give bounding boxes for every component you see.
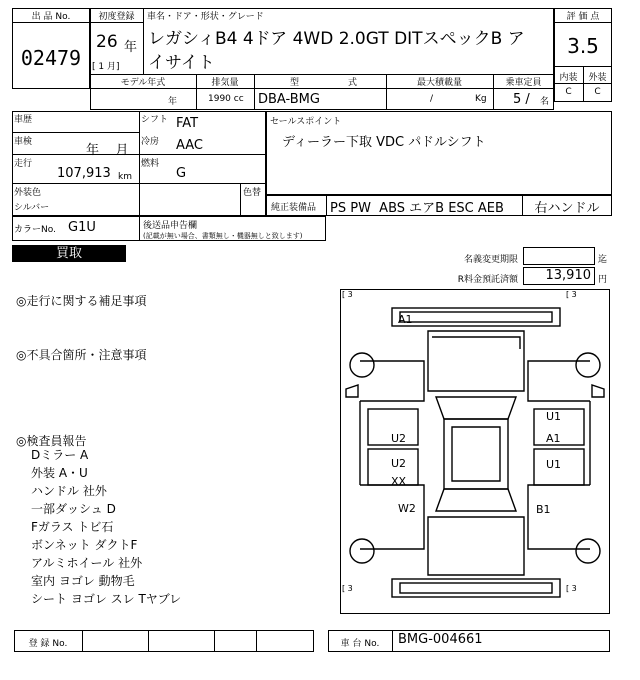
color-change-label: 色替 — [243, 188, 262, 198]
color-no-value: G1U — [68, 220, 96, 235]
exterior-grade: C — [594, 87, 601, 97]
score-label: 評 価 点 — [566, 12, 600, 22]
interior-label: 内装 — [559, 73, 578, 83]
mileage-label: 走行 — [14, 159, 33, 169]
shift-value: FAT — [176, 116, 199, 131]
inspector-line: ボンネット ダクトF — [31, 538, 138, 552]
max-load-value: / — [430, 94, 434, 104]
inspection-label: 車検 — [14, 137, 33, 147]
exterior-color-label: 外装色 — [14, 188, 42, 198]
damage-mark: XX — [391, 475, 407, 488]
sales-point-label: セールスポイント — [270, 117, 342, 127]
inspector-line: 一部ダッシュ D — [31, 502, 116, 516]
car-title-line1: レガシィB4 4ドア 4WD 2.0GT DITスペックB ア — [148, 29, 525, 49]
first-reg-label: 初度登録 — [98, 12, 135, 22]
inspector-line: ハンドル 社外 — [31, 484, 107, 498]
damage-mark: U1 — [546, 458, 562, 471]
first-reg-year-unit: 年 — [124, 40, 138, 55]
damage-mark: U2 — [391, 457, 407, 470]
diagram-corner-tl: [ 3 — [342, 290, 353, 299]
name-change-unit: 迄 — [598, 255, 608, 265]
sales-point-value: ディーラー下取 VDC パドルシフト — [282, 135, 486, 150]
exterior-label: 外装 — [588, 73, 607, 83]
ac-value: AAC — [176, 138, 203, 153]
fuel-value: G — [176, 166, 187, 181]
name-change-box — [523, 247, 595, 265]
diagram-corner-tr: [ 3 — [566, 290, 577, 299]
equipment-value: PS PW ABS エアB ESC AEB — [330, 201, 504, 216]
damage-mark: A1 — [546, 432, 561, 445]
interior-grade: C — [565, 87, 572, 97]
capacity-value: 5 / — [513, 92, 530, 107]
damage-mark: W2 — [398, 502, 416, 515]
car-title-label: 車名・ドア・形状・グレード — [147, 12, 264, 22]
capacity-label: 乗車定員 — [505, 78, 542, 88]
color-no-label: カラーNo. — [14, 225, 56, 235]
name-change-label: 名義変更期限 — [463, 255, 518, 265]
type-label: 型 — [290, 78, 300, 88]
fuel-label: 燃料 — [141, 159, 160, 169]
purchase-badge: 買取 — [12, 245, 126, 262]
model-year-unit: 年 — [168, 97, 178, 107]
displacement-label: 排気量 — [211, 78, 239, 88]
car-title-line2: イサイト — [148, 53, 215, 73]
recycle-unit: 円 — [598, 275, 608, 285]
type-label-2: 式 — [348, 78, 358, 88]
lot-number: 02479 — [20, 46, 82, 70]
damage-mark: U2 — [391, 432, 407, 445]
docs-label: 後送品申告欄 — [143, 221, 198, 231]
inspector-line: 外装 A・U — [31, 466, 88, 480]
chassis-number: BMG-004661 — [398, 632, 483, 647]
equipment-label: 純正装備品 — [271, 203, 317, 213]
model-year-label: モデル年式 — [120, 78, 166, 88]
model-type: DBA-BMG — [258, 92, 320, 107]
docs-note: (記載が無い場合、書類無し・機器無しと致します) — [143, 232, 303, 240]
score-value: 3.5 — [567, 34, 599, 58]
inspector-line: Dミラー A — [31, 448, 89, 462]
displacement-value: 1990 cc — [208, 94, 244, 104]
first-reg-year: 26 — [96, 32, 118, 52]
inspector-line: シート ヨゴレ スレ Tヤブレ — [31, 592, 182, 606]
diagram-corner-br: [ 3 — [566, 584, 577, 593]
registration-label: 登 録 No. — [28, 639, 68, 649]
chassis-label: 車 台 No. — [340, 639, 380, 649]
ac-label: 冷房 — [141, 137, 160, 147]
first-reg-month: [ 1 月] — [92, 62, 120, 72]
inspector-line: 室内 ヨゴレ 動物毛 — [31, 574, 135, 588]
car-diagram — [340, 289, 610, 614]
driving-notes-label: ◎走行に関する補足事項 — [16, 294, 147, 308]
inspector-line: Fガラス トビ石 — [31, 520, 114, 534]
damage-mark: U1 — [546, 410, 562, 423]
damage-mark: A1 — [398, 313, 413, 326]
mileage-unit: km — [118, 172, 132, 182]
diagram-corner-bl: [ 3 — [342, 584, 353, 593]
mileage-value: 107,913 — [57, 166, 111, 181]
inspector-label: ◎検査員報告 — [16, 434, 87, 448]
inspection-value: 年 月 — [86, 143, 129, 158]
recycle-label: R料金預託済額 — [457, 275, 518, 285]
defects-label: ◎不具合箇所・注意事項 — [16, 348, 147, 362]
max-load-unit: Kg — [475, 94, 487, 104]
max-load-label: 最大積載量 — [416, 78, 462, 88]
history-label: 車歴 — [14, 115, 33, 125]
exterior-color-value: シルバー — [14, 203, 50, 213]
steering-value: 右ハンドル — [534, 201, 600, 216]
capacity-unit: 名 — [540, 97, 550, 107]
shift-label: シフト — [141, 115, 169, 125]
lot-label: 出 品 No. — [31, 12, 71, 22]
damage-mark: B1 — [536, 503, 551, 516]
inspector-line: アルミホイール 社外 — [31, 556, 143, 570]
recycle-fee: 13,910 — [545, 268, 591, 283]
